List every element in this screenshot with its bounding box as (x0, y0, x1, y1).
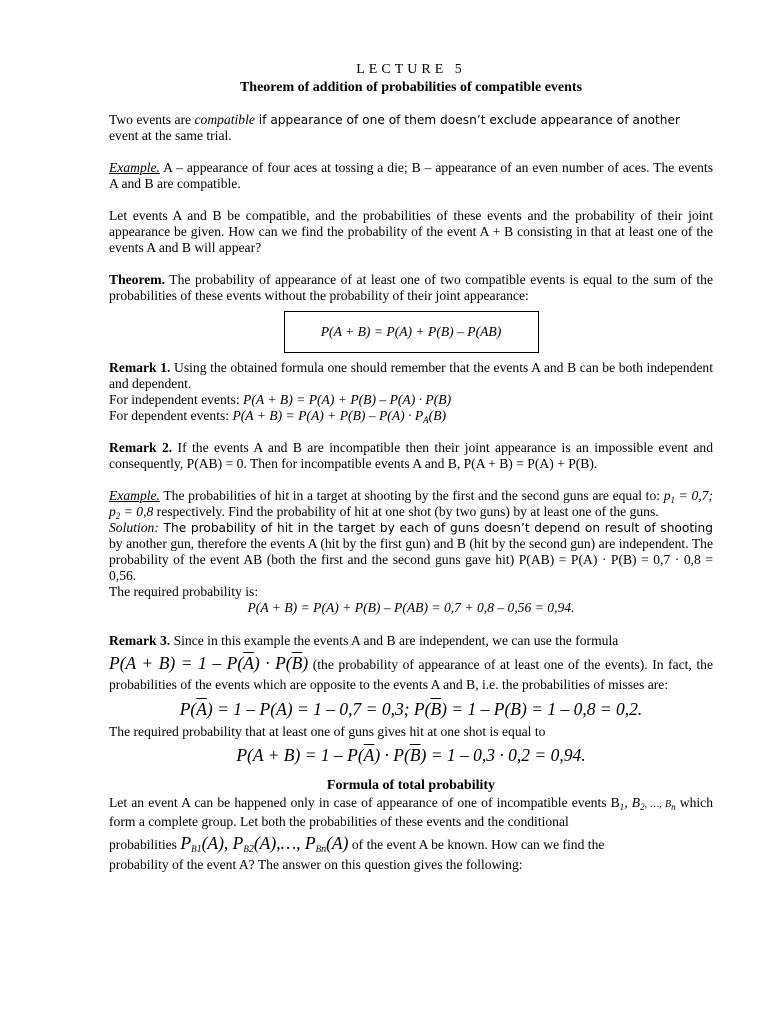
solution: Solution: The probability of hit in the target by each of guns doesn’t depend on result of shooting by another gun, therefore the events A (hit by the first gun) and B (hit by the second gun) are independent. The probability of the event AB (both the first and the second guns gave hit) P(AB) = P(A) · P(B) = 0,7 · 0,8 = 0,56. (109, 520, 713, 583)
section-heading-total-probability: Formula of total probability (326, 778, 496, 793)
compatible-definition: Two events are compatible if appearance of one of them doesn’t exclude appearance of another event at the same trial. (109, 112, 681, 143)
remark-1-dependent: For dependent events: $P(A + B) = P(A) + P(B) - P(A) \cdot P_A(B)$ (109, 408, 447, 425)
remark-2: Remark 2. If the events A and B are incompatible then their joint appearance is an impossible event and consequently, P(AB) = 0. Then for incompatible events A and B, P(A + B) = P(A) + P(B). (109, 440, 713, 471)
lecture-label: LECTURE 5 (356, 62, 466, 77)
remark-1-independent: For independent events: P(A + B) = P(A) + P(B) – P(A) · P(B) (109, 392, 452, 407)
misses-formula: $P(\overline{A}) = 1 - P(A) = 1 - 0,7 = 0,3$; $P(\overline{B}) = 1 - P(B) = 1 - 0,8 = 0,2$. (179, 699, 643, 719)
conditional-probabilities-formula: $P_{B1}(A)$, $P_{B2}(A),\dots$, $P_{Bn}(A)$ (180, 833, 349, 855)
boxed-formula: P(A + B) = P(A) + P(B) – P(AB) (284, 311, 539, 353)
remark-1: Remark 1. Using the obtained formula one should remember that the events A and B can be both independent and dependent. (109, 360, 713, 391)
theorem-paragraph: Theorem. The probability of appearance of at least one of two compatible events is equal to the sum of the probabilities of these events without the probability of their joint appearance: (109, 272, 713, 303)
boxed-formula-wrap (109, 311, 713, 353)
total-probability-paragraph: Let an event A can be happened only in case of appearance of one of incompatible events $B_1$, $B_2$, …, $B_n$ which form a complete group. Let both the probabilities of these events and the conditional probabilities $P_{B1}(A)$, $P_{B2}(A),\dots$, $P_{Bn}(A)$ of the event A be known. How can we find the probability of the event A? The answer on this question gives the following: (109, 795, 713, 872)
remark-3-required: The required probability that at least one of guns gives hit at one shot is equal to (109, 724, 546, 739)
required-probability-label: The required probability is: (109, 584, 259, 599)
remark-3: Remark 3. Since in this example the events A and B are independent, we can use the formula $P(A + B) = 1 - P(\overline{A}) \cdot P(\overline{B})$ (the probability of appearance of at least one of the events). In fact, the probabilities of the events which are opposite to the events A and B, i.e. the probabilities of misses are: (109, 633, 713, 692)
page-title: Theorem of addition of probabilities of compatible events (239, 80, 583, 95)
example-1: Example. A – appearance of four aces at tossing a die; B – appearance of an even number of aces. The events A and B are compatible. (109, 160, 713, 191)
document-page (109, 62, 713, 873)
question-paragraph: Let events A and B be compatible, and the probabilities of these events and the probability of their joint appearance be given. How can we find the probability of the event A + B consisting in that at least one of the events A and B will appear? (109, 208, 713, 255)
required-probability-formula: P(A + B) = P(A) + P(B) – P(AB) = 0,7 + 0,8 – 0,56 = 0,94. (247, 600, 575, 615)
remark-3-formula: $P(A + B) = 1 - P(\overline{A}) \cdot P(\overline{B})$ (109, 653, 309, 673)
final-formula: $P(A + B) = 1 - P(\overline{A}) \cdot P(\overline{B}) = 1 - 0,3 \cdot 0,2 = 0,94$. (236, 745, 586, 765)
example-2: Example. The probabilities of hit in a target at shooting by the first and the second guns are equal to: $p_1 = 0,7$; $p_2 = 0,8$ respectively. Find the probability of hit at one shot (by two guns) by at least one of the guns. (109, 488, 713, 521)
